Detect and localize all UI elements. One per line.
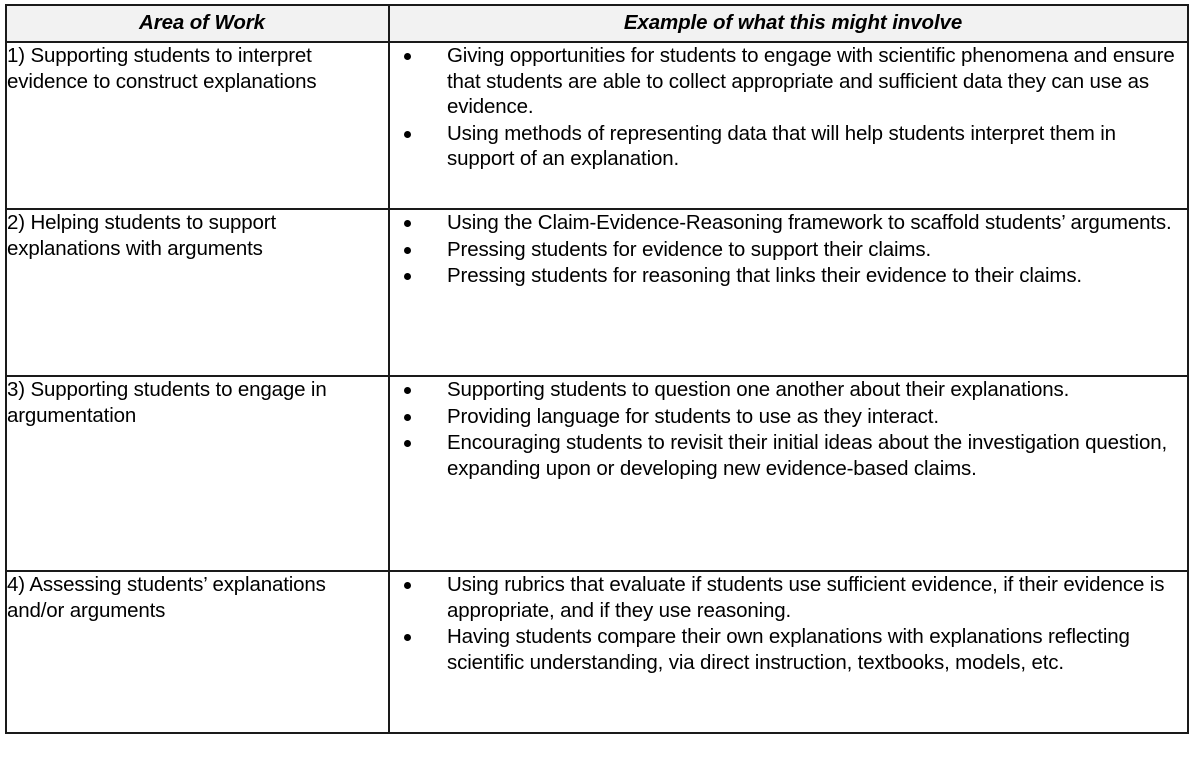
example-cell bbox=[389, 42, 1188, 209]
list-item: Pressing students for reasoning that links their evidence to their claims. bbox=[390, 263, 1187, 289]
example-cell bbox=[389, 571, 1188, 733]
list-item: Pressing students for evidence to support their claims. bbox=[390, 237, 1187, 263]
list-item: Having students compare their own explanations with explanations reflecting scientific understanding, via direct instruction, textbooks, models, etc. bbox=[390, 624, 1187, 675]
table-row bbox=[6, 42, 1188, 209]
list-item: Encouraging students to revisit their initial ideas about the investigation question, expanding upon or developing new evidence-based claims. bbox=[390, 430, 1187, 481]
example-bullet-list bbox=[390, 210, 1187, 289]
list-item: Giving opportunities for students to engage with scientific phenomena and ensure that students are able to collect appropriate and sufficient data they can use as evidence. bbox=[390, 43, 1187, 120]
area-of-work-table-wrapper bbox=[5, 4, 1187, 734]
column-header-example-label: Example of what this might involve bbox=[623, 11, 963, 34]
area-of-work-text: 3) Supporting students to engage in argumentation bbox=[7, 378, 327, 427]
example-bullet-list bbox=[390, 377, 1187, 481]
list-item: Supporting students to question one another about their explanations. bbox=[390, 377, 1187, 403]
area-of-work-text: 4) Assessing students’ explanations and/or arguments bbox=[7, 573, 326, 622]
area-of-work-text: 2) Helping students to support explanations with arguments bbox=[7, 211, 276, 260]
list-item: Providing language for students to use as they interact. bbox=[390, 404, 1187, 430]
list-item: Using the Claim-Evidence-Reasoning framework to scaffold students’ arguments. bbox=[390, 210, 1187, 236]
table-row bbox=[6, 571, 1188, 733]
example-cell bbox=[389, 376, 1188, 571]
table-row bbox=[6, 376, 1188, 571]
table-header-row bbox=[6, 5, 1188, 42]
list-item: Using rubrics that evaluate if students use sufficient evidence, if their evidence is appropriate, and if they use reasoning. bbox=[390, 572, 1187, 623]
example-bullet-list bbox=[390, 572, 1187, 675]
table-body bbox=[6, 42, 1188, 733]
table-header bbox=[6, 5, 1188, 42]
area-of-work-text: 1) Supporting students to interpret evidence to construct explanations bbox=[7, 44, 317, 93]
column-header-example bbox=[389, 5, 1188, 42]
list-item: Using methods of representing data that will help students interpret them in support of an explanation. bbox=[390, 121, 1187, 172]
column-header-area-of-work bbox=[6, 5, 389, 42]
area-cell bbox=[6, 209, 389, 376]
column-header-area-of-work-label: Area of Work bbox=[138, 11, 265, 34]
area-cell bbox=[6, 42, 389, 209]
area-cell bbox=[6, 571, 389, 733]
example-cell bbox=[389, 209, 1188, 376]
table-row bbox=[6, 209, 1188, 376]
area-of-work-table bbox=[5, 4, 1189, 734]
area-cell bbox=[6, 376, 389, 571]
example-bullet-list bbox=[390, 43, 1187, 172]
